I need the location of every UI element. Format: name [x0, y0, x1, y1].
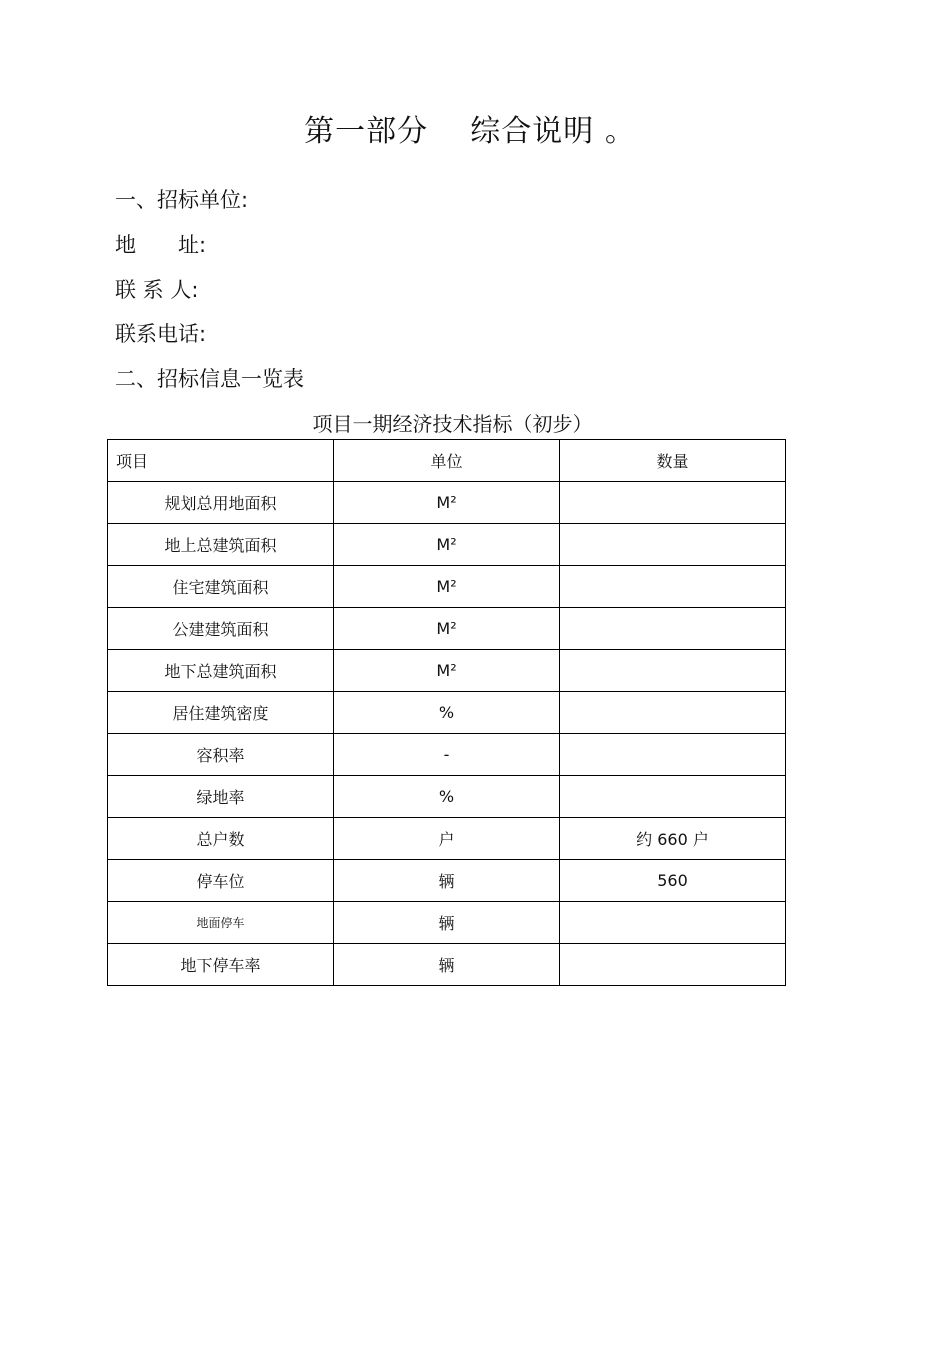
table-header-row: [108, 440, 786, 482]
cell-item: 容积率: [108, 734, 334, 776]
cell-unit: 户: [334, 818, 560, 860]
cell-item: 停车位: [108, 860, 334, 902]
cell-quantity: 560: [560, 860, 786, 902]
table-row: [108, 818, 786, 860]
cell-unit: %: [334, 692, 560, 734]
cell-quantity: [560, 482, 786, 524]
section-heading-tender-info: 二、招标信息一览表: [115, 367, 304, 391]
cell-item: 居住建筑密度: [108, 692, 334, 734]
table-caption: 项目一期经济技术指标（初步）: [312, 412, 593, 436]
cell-unit: -: [334, 734, 560, 776]
page-title: 第一部分 综合说明 。: [304, 114, 636, 149]
cell-unit: M²: [334, 566, 560, 608]
header-item: 项目: [108, 440, 334, 482]
cell-unit: M²: [334, 650, 560, 692]
table-row: [108, 650, 786, 692]
field-contact-phone: 联系电话:: [115, 322, 207, 346]
table-row: [108, 944, 786, 986]
cell-item: 地面停车: [108, 902, 334, 944]
cell-quantity: [560, 734, 786, 776]
cell-unit: 辆: [334, 902, 560, 944]
table-row: [108, 902, 786, 944]
cell-quantity: [560, 566, 786, 608]
cell-quantity: 约 660 户: [560, 818, 786, 860]
cell-item: 地下总建筑面积: [108, 650, 334, 692]
cell-quantity: [560, 776, 786, 818]
indicators-table: [107, 439, 786, 986]
cell-quantity: [560, 902, 786, 944]
field-address: 地 址:: [115, 233, 207, 257]
cell-unit: 辆: [334, 944, 560, 986]
cell-quantity: [560, 692, 786, 734]
table-row: [108, 692, 786, 734]
header-quantity: 数量: [560, 440, 786, 482]
field-tender-unit: 一、招标单位:: [115, 188, 249, 212]
cell-quantity: [560, 524, 786, 566]
cell-item: 地上总建筑面积: [108, 524, 334, 566]
cell-unit: M²: [334, 608, 560, 650]
cell-item: 地下停车率: [108, 944, 334, 986]
cell-item: 总户数: [108, 818, 334, 860]
cell-unit: M²: [334, 524, 560, 566]
cell-unit: 辆: [334, 860, 560, 902]
cell-item: 公建建筑面积: [108, 608, 334, 650]
table-row: [108, 566, 786, 608]
cell-item: 绿地率: [108, 776, 334, 818]
table-row: [108, 776, 786, 818]
cell-quantity: [560, 608, 786, 650]
cell-item: 规划总用地面积: [108, 482, 334, 524]
field-contact-person: 联 系 人:: [115, 278, 199, 302]
header-unit: 单位: [334, 440, 560, 482]
table-row: [108, 608, 786, 650]
table-row: [108, 524, 786, 566]
table-row: [108, 482, 786, 524]
cell-unit: M²: [334, 482, 560, 524]
cell-quantity: [560, 650, 786, 692]
cell-unit: %: [334, 776, 560, 818]
cell-quantity: [560, 944, 786, 986]
table-row: [108, 734, 786, 776]
table-row: [108, 860, 786, 902]
cell-item: 住宅建筑面积: [108, 566, 334, 608]
